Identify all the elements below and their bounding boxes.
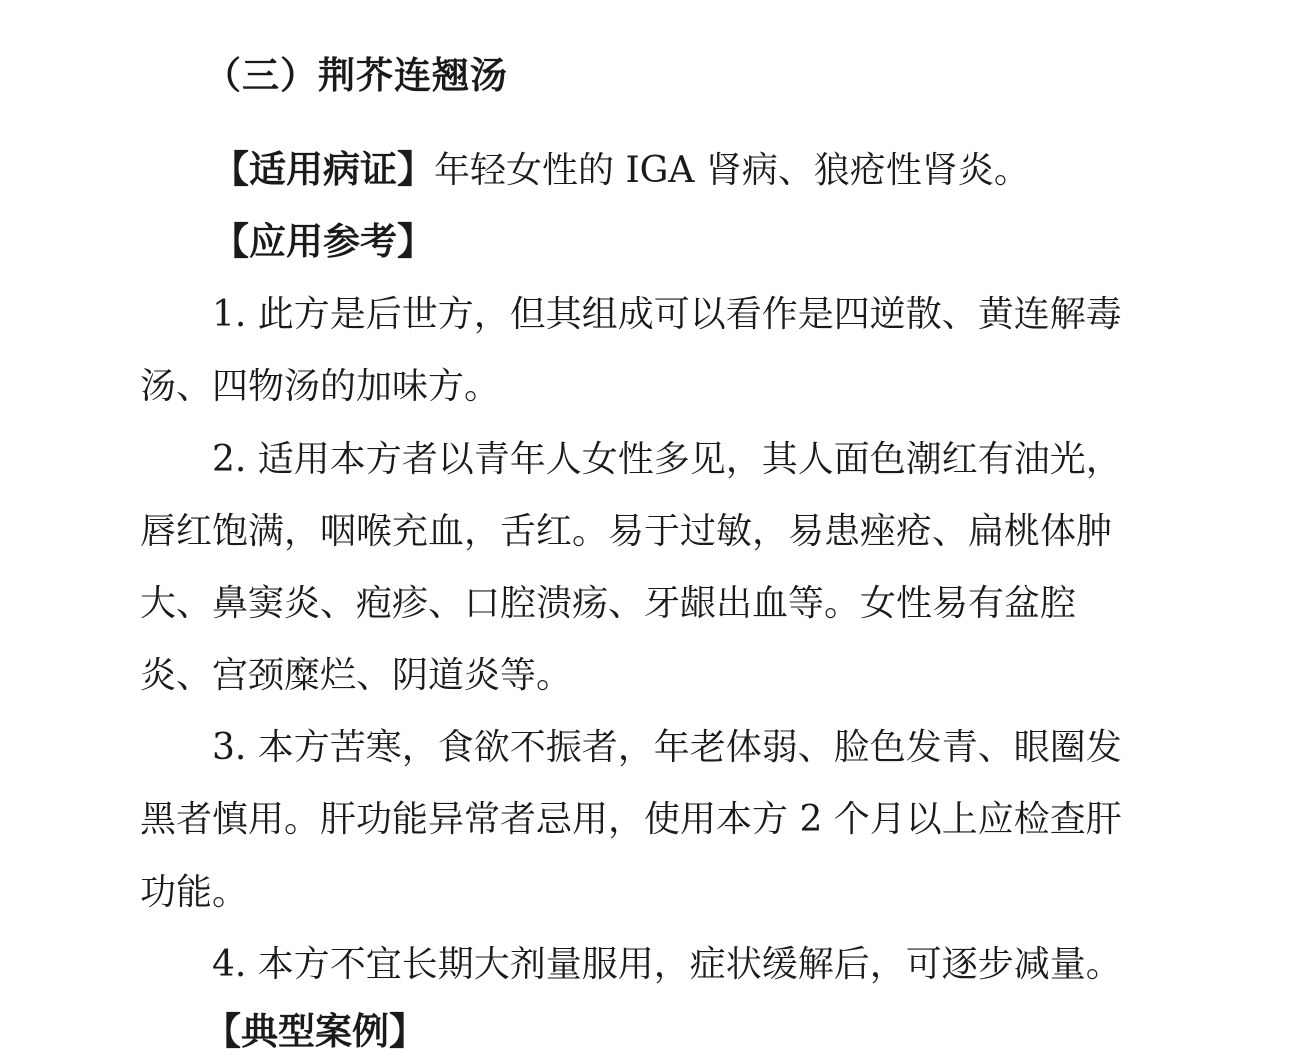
reference-line-7: 3. 本方苦寒，食欲不振者，年老体弱、脸色发青、眼圈发 xyxy=(212,727,1122,768)
reference-line-10: 4. 本方不宜长期大剂量服用，症状缓解后，可逐步减量。 xyxy=(212,944,1122,985)
section-heading: （三）荆芥连翘汤 xyxy=(204,54,508,97)
reference-line-1: 1. 此方是后世方，但其组成可以看作是四逆散、黄连解毒 xyxy=(212,294,1122,335)
reference-line-6: 炎、宫颈糜烂、阴道炎等。 xyxy=(140,655,573,696)
reference-line-2: 汤、四物汤的加味方。 xyxy=(140,366,501,407)
next-section-label: 【典型案例】 xyxy=(204,1010,426,1053)
indications-text: 年轻女性的 IGA 肾病、狼疮性肾炎。 xyxy=(434,150,1030,191)
reference-line-9: 功能。 xyxy=(140,872,249,913)
reference-line-5: 大、鼻窦炎、疱疹、口腔溃疡、牙龈出血等。女性易有盆腔 xyxy=(140,583,1077,624)
indications-paragraph xyxy=(212,146,1030,195)
reference-line-3: 2. 适用本方者以青年人女性多见，其人面色潮红有油光， xyxy=(212,439,1122,480)
reference-line-8: 黑者慎用。肝功能异常者忌用，使用本方 2 个月以上应检查肝 xyxy=(140,799,1122,840)
indications-label: 【适用病证】 xyxy=(212,148,434,191)
reference-line-4: 唇红饱满，咽喉充血，舌红。易于过敏，易患痤疮、扁桃体肿 xyxy=(140,511,1113,552)
reference-label: 【应用参考】 xyxy=(212,220,434,263)
next-section-heading-clipped xyxy=(204,1006,426,1053)
